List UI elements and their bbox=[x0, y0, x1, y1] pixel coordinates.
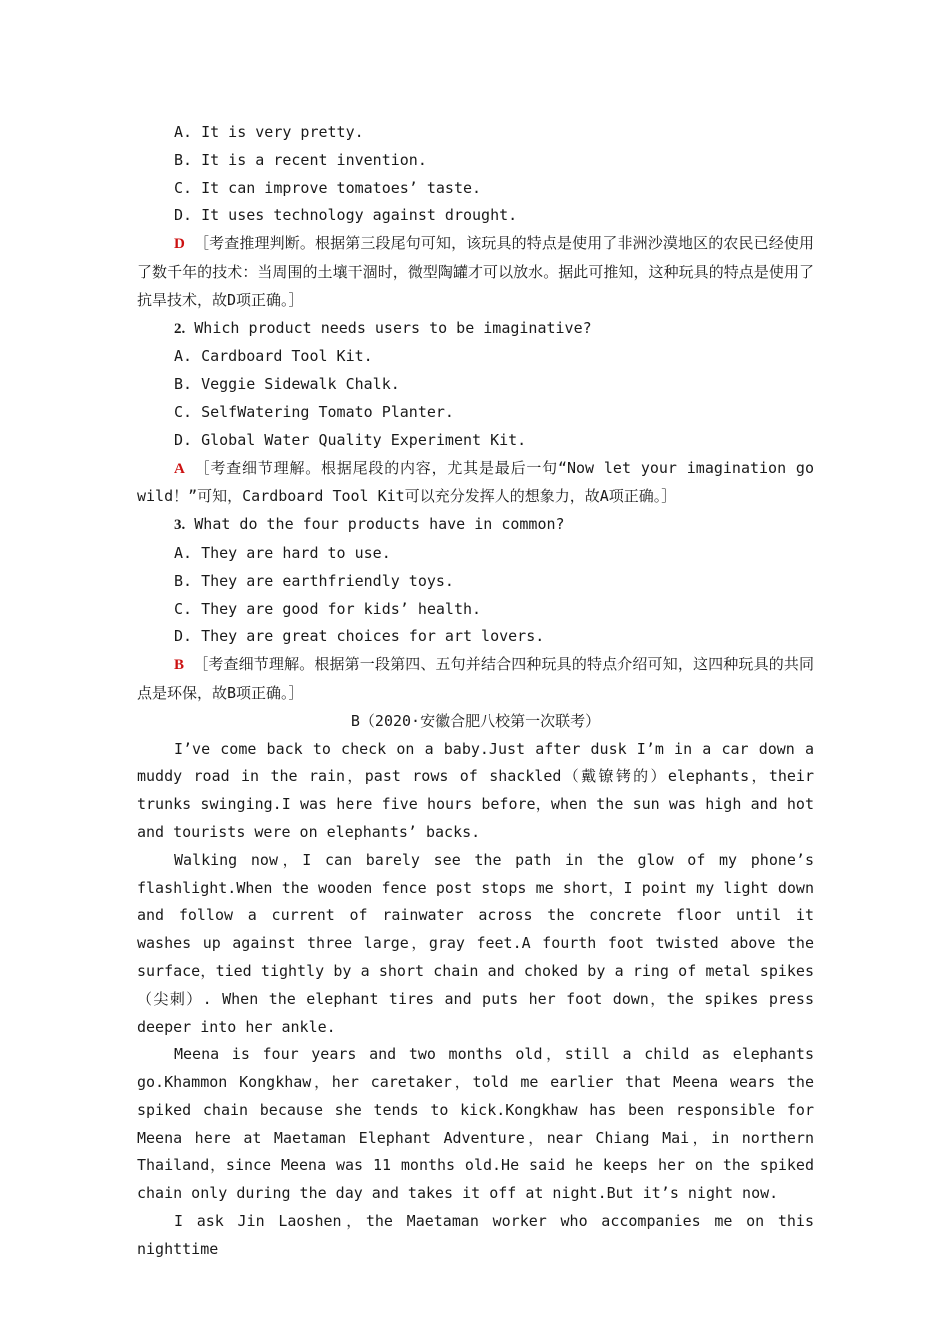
question-text: What do the four products have in common? bbox=[185, 515, 565, 534]
section-heading: B（2020·安徽合肥八校第一次联考） bbox=[350, 711, 601, 730]
option-c: C. SelfWatering Tomato Planter. bbox=[174, 402, 454, 421]
option-d: D. Global Water Quality Experiment Kit. bbox=[174, 430, 527, 449]
question-3-options bbox=[137, 540, 814, 651]
option-a: A. They are hard to use. bbox=[174, 543, 391, 562]
question-2-options bbox=[137, 343, 814, 454]
explanation-text: ［考查细节理解。根据尾段的内容，尤其是最后一句“Now let your imagination go wild！”可知，Cardboard Tool Kit可以充分发挥人的想象力，故A项正确。］ bbox=[137, 458, 814, 506]
answer-explanation-2 bbox=[137, 455, 814, 512]
question-number: 2. bbox=[174, 320, 186, 337]
option-a: A. Cardboard Tool Kit. bbox=[174, 347, 373, 366]
passage-paragraph: I’ve come back to check on a baby.Just after dusk I’m in a car down a muddy road in the rain，past rows of shackled（戴镣铐的）elephants，their trunks swinging.I was here five hours before，when the sun was high and hot and tourists were on elephants’ backs. bbox=[137, 739, 814, 841]
question-3 bbox=[137, 511, 814, 540]
option-a: A. It is very pretty. bbox=[174, 123, 364, 141]
answer-key: D bbox=[174, 236, 185, 253]
explanation-text: ［考查推理判断。根据第三段尾句可知，该玩具的特点是使用了非洲沙漠地区的农民已经使用了数千年的技术：当周围的土壤干涸时，微型陶罐才可以放水。据此可推知，这种玩具的特点是使用了抗旱技术，故D项正确。］ bbox=[137, 234, 814, 309]
document-body bbox=[137, 119, 814, 1264]
question-text: Which product needs users to be imaginative? bbox=[185, 318, 592, 337]
passage-paragraph: I ask Jin Laoshen，the Maetaman worker who accompanies me on this nighttime bbox=[137, 1212, 814, 1258]
option-c: C. It can improve tomatoes’ taste. bbox=[174, 178, 482, 197]
passage-paragraph: Walking now，I can barely see the path in the glow of my phone’s flashlight.When the wooden fence post stops me short，I point my light down and follow a current of rainwater across the concrete floor until it washes up against three large，gray feet.A fourth foot twisted above the surface，tied tightly by a short chain and choked by a ring of metal spikes（尖刺）. When the elephant tires and puts her foot down，the spikes press deeper into her ankle. bbox=[137, 850, 814, 1036]
question-number: 3. bbox=[174, 517, 186, 534]
explanation-text: ［考查细节理解。根据第一段第四、五句并结合四种玩具的特点介绍可知，这四种玩具的共同点是环保，故B项正确。］ bbox=[137, 655, 815, 702]
answer-key: B bbox=[174, 657, 185, 674]
answer-explanation-3 bbox=[137, 651, 814, 708]
question-2 bbox=[137, 315, 814, 344]
option-c: C. They are good for kids’ health. bbox=[174, 599, 482, 618]
option-b: B. They are earthfriendly toys. bbox=[174, 571, 454, 590]
option-d: D. They are great choices for art lovers. bbox=[174, 627, 545, 646]
answer-key: A bbox=[174, 460, 185, 477]
answer-explanation-1 bbox=[137, 230, 814, 314]
option-b: B. It is a recent invention. bbox=[174, 150, 427, 169]
question-1-options bbox=[137, 119, 814, 230]
option-d: D. It uses technology against drought. bbox=[174, 206, 518, 225]
option-b: B. Veggie Sidewalk Chalk. bbox=[174, 375, 400, 394]
passage-paragraph: Meena is four years and two months old，still a child as elephants go.Khammon Kongkhaw，her caretaker，told me earlier that Meena wears the spiked chain because she tends to kick.Kongkhaw has been responsible for Meena here at Maetaman Elephant Adventure，near Chiang Mai，in northern Thailand，since Meena was 11 months old.He said he keeps her on the spiked chain only during the day and takes it off at night.But it’s night now. bbox=[137, 1045, 814, 1203]
